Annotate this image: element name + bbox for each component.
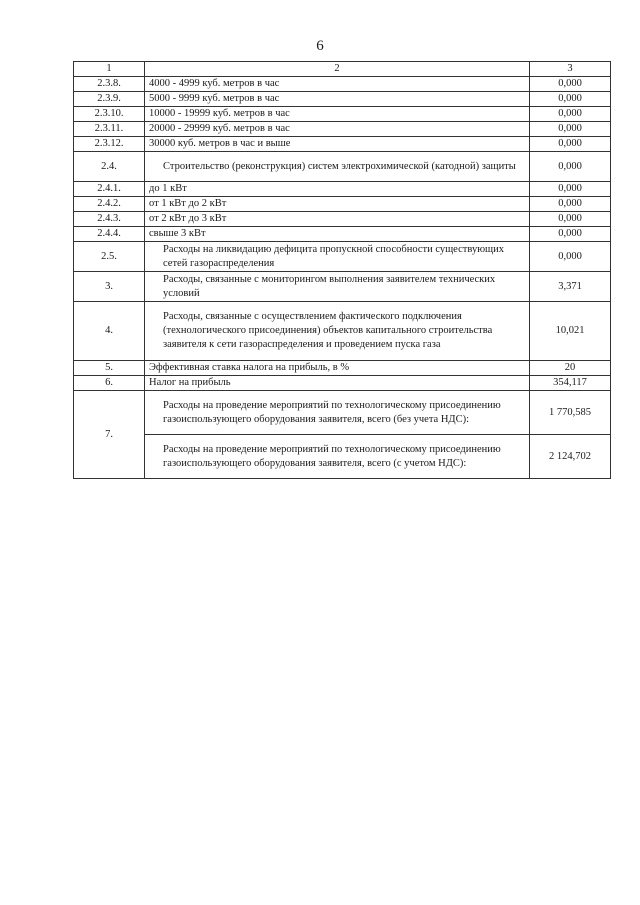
row-number: 2.3.10. bbox=[74, 107, 145, 122]
row-description: Расходы на ликвидацию дефицита пропускной способности существующих сетей газораспределения bbox=[145, 242, 530, 272]
row-number: 2.4. bbox=[74, 152, 145, 182]
row-number: 2.4.3. bbox=[74, 212, 145, 227]
row-description: 5000 - 9999 куб. метров в час bbox=[145, 92, 530, 107]
row-description: от 2 кВт до 3 кВт bbox=[145, 212, 530, 227]
table-row bbox=[74, 361, 611, 376]
row-description: до 1 кВт bbox=[145, 182, 530, 197]
row-description: Расходы, связанные с мониторингом выполнения заявителем технических условий bbox=[145, 272, 530, 302]
cost-table bbox=[73, 61, 611, 479]
row-description: 10000 - 19999 куб. метров в час bbox=[145, 107, 530, 122]
row-number: 2.4.2. bbox=[74, 197, 145, 212]
row-value: 0,000 bbox=[530, 107, 611, 122]
header-col-1: 1 bbox=[74, 62, 145, 77]
row-number: 5. bbox=[74, 361, 145, 376]
row-value: 0,000 bbox=[530, 77, 611, 92]
table-row bbox=[74, 137, 611, 152]
header-col-2: 2 bbox=[145, 62, 530, 77]
row-description: Налог на прибыль bbox=[145, 376, 530, 391]
row-number: 4. bbox=[74, 302, 145, 361]
row-description: Строительство (реконструкция) систем электрохимической (катодной) защиты bbox=[145, 152, 530, 182]
table-row bbox=[74, 242, 611, 272]
header-col-3: 3 bbox=[530, 62, 611, 77]
row-value: 0,000 bbox=[530, 197, 611, 212]
table-row bbox=[74, 197, 611, 212]
row-number: 2.4.1. bbox=[74, 182, 145, 197]
table-row-7b bbox=[74, 435, 611, 479]
row-value: 10,021 bbox=[530, 302, 611, 361]
table-row bbox=[74, 122, 611, 137]
row-description: от 1 кВт до 2 кВт bbox=[145, 197, 530, 212]
table-row bbox=[74, 212, 611, 227]
row-value: 3,371 bbox=[530, 272, 611, 302]
row-number: 2.3.9. bbox=[74, 92, 145, 107]
row-description: Расходы, связанные с осуществлением фактического подключения (технологического присоединения) объектов капитального строительства заявителя к сети газораспределения и проведением пуска газа bbox=[145, 302, 530, 361]
row-number: 7. bbox=[74, 391, 145, 479]
row-value: 0,000 bbox=[530, 182, 611, 197]
row-number: 2.3.8. bbox=[74, 77, 145, 92]
row-value: 2 124,702 bbox=[530, 435, 611, 479]
row-number: 6. bbox=[74, 376, 145, 391]
row-value: 0,000 bbox=[530, 137, 611, 152]
row-number: 2.3.12. bbox=[74, 137, 145, 152]
row-number: 2.3.11. bbox=[74, 122, 145, 137]
row-number: 3. bbox=[74, 272, 145, 302]
table-row bbox=[74, 227, 611, 242]
row-number: 2.4.4. bbox=[74, 227, 145, 242]
row-value: 0,000 bbox=[530, 227, 611, 242]
row-value: 0,000 bbox=[530, 152, 611, 182]
row-description: Расходы на проведение мероприятий по технологическому присоединению газоиспользующего оборудования заявителя, всего (без учета НДС): bbox=[145, 391, 530, 435]
row-description: Расходы на проведение мероприятий по технологическому присоединению газоиспользующего оборудования заявителя, всего (с учетом НДС): bbox=[145, 435, 530, 479]
table-row-7a bbox=[74, 391, 611, 435]
table-row bbox=[74, 152, 611, 182]
table-row bbox=[74, 302, 611, 361]
table-row bbox=[74, 77, 611, 92]
row-value: 0,000 bbox=[530, 212, 611, 227]
table-row bbox=[74, 107, 611, 122]
row-value: 0,000 bbox=[530, 92, 611, 107]
table-header-row bbox=[74, 62, 611, 77]
row-description: 4000 - 4999 куб. метров в час bbox=[145, 77, 530, 92]
row-number: 2.5. bbox=[74, 242, 145, 272]
table-row bbox=[74, 376, 611, 391]
table-row bbox=[74, 272, 611, 302]
table-row bbox=[74, 182, 611, 197]
row-value: 0,000 bbox=[530, 242, 611, 272]
row-description: свыше 3 кВт bbox=[145, 227, 530, 242]
row-value: 1 770,585 bbox=[530, 391, 611, 435]
row-value: 354,117 bbox=[530, 376, 611, 391]
row-description: 30000 куб. метров в час и выше bbox=[145, 137, 530, 152]
page-number: 6 bbox=[316, 38, 324, 54]
table-row bbox=[74, 92, 611, 107]
row-description: 20000 - 29999 куб. метров в час bbox=[145, 122, 530, 137]
row-description: Эффективная ставка налога на прибыль, в % bbox=[145, 361, 530, 376]
row-value: 20 bbox=[530, 361, 611, 376]
row-value: 0,000 bbox=[530, 122, 611, 137]
